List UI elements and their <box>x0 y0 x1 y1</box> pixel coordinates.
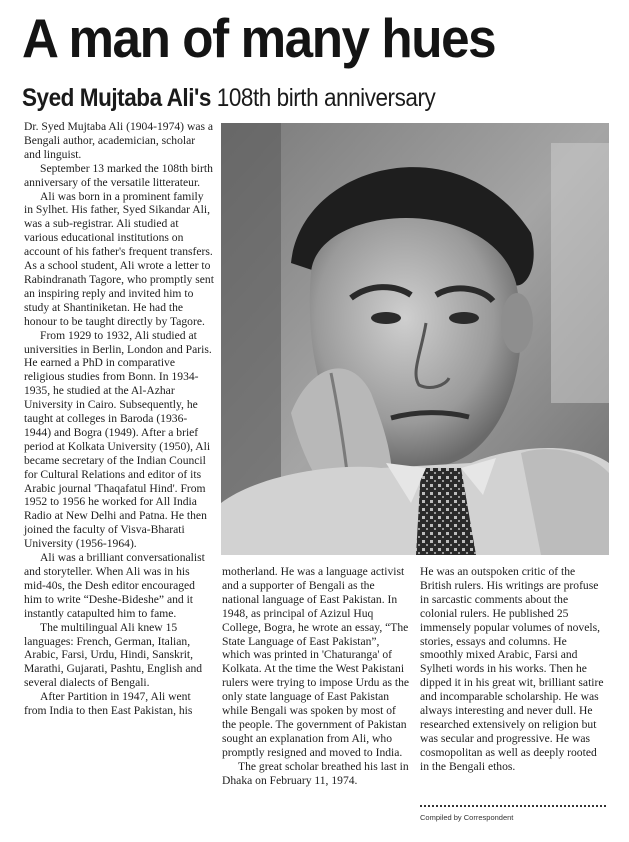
subheadline-rest: 108th birth anniversary <box>210 84 436 112</box>
subheadline <box>22 82 562 114</box>
paragraph: The great scholar breathed his last in Dhaka on February 11, 1974. <box>222 759 409 787</box>
paragraph: September 13 marked the 108th birth anniversary of the versatile litterateur. <box>24 161 213 189</box>
article-column-2 <box>222 565 410 788</box>
paragraph: Dr. Syed Mujtaba Ali (1904-1974) was a Bengali author, academician, scholar and linguist. <box>24 120 214 161</box>
article-column-3 <box>420 565 608 774</box>
paragraph: From 1929 to 1932, Ali studied at universities in Berlin, London and Paris. He earned a PhD in comparative religious studies from Bonn. In 1934-1935, he studied at the Al-Azhar University in Cairo. Subsequently, he taught at colleges in Baroda (1936-1944) and Bogra (1949). After a brief period at Kolkata University (1950), Ali became secretary of the Indian Council for Cultural Relations and editor of its Arabic journal 'Thaqafatul Hind'. From 1952 to 1956 he worked for All India Radio at New Delhi and Patna. He then joined the faculty of Visva-Bharati University (1956-1964). <box>24 328 212 551</box>
paragraph: After Partition in 1947, Ali went from India to then East Pakistan, his <box>24 690 193 718</box>
paragraph: He was an outspoken critic of the British rulers. His writings are profuse in sarcastic comments about the colonial rulers. He published 25 immensely popular volumes of novels, stories, essays and columns. He smoothly mixed Arabic, Farsi and Sylheti words in his works. Then he dipped it in his great wit, brilliant satire and incomparable scholarship. He was always interesting and never dull. He researched extensively on religion but was secular and progressive. He was cosmopolitan as well as deeply rooted in the Bengali ethos. <box>420 565 604 773</box>
portrait-photo <box>221 123 609 555</box>
article-column-1 <box>24 120 214 718</box>
paragraph: motherland. He was a language activist and a supporter of Bengali as the national language of East Pakistan. In 1948, as principal of Azizul Huq College, Bogra, he wrote an essay, “The State Language of East Pakistan”, which was printed in 'Chaturanga' of Kolkata. At the time the West Pakistani rulers were trying to impose Urdu as the only state language of East Pakistan while Bengali was spoken by most of the people. The government of Pakistan sought an explanation from Ali, who promptly resigned and moved to India. <box>222 565 410 759</box>
subheadline-name: Syed Mujtaba Ali's <box>22 84 211 112</box>
credit-line: Compiled by Correspondent <box>420 813 514 822</box>
headline: A man of many hues <box>22 7 496 69</box>
dotted-divider <box>420 805 606 807</box>
paragraph: Ali was born in a prominent family in Sylhet. His father, Syed Sikandar Ali, was a sub-registrar. Ali studied at various educational institutions on account of his father's frequent transfers. As a school student, Ali wrote a letter to Rabindranath Tagore, who promptly sent an inspiring reply and invited him to study at Shantiniketan. He had the honour to be taught directly by Tagore. <box>24 189 214 328</box>
paragraph: The multilingual Ali knew 15 languages: French, German, Italian, Arabic, Farsi, Urdu, Hindi, Sanskrit, Marathi, Gujarati, Pashtu, English and several dialects of Bengali. <box>24 620 203 690</box>
paragraph: Ali was a brilliant conversationalist and storyteller. When Ali was in his mid-40s, the Desh editor encouraged him to write “Deshe-Bideshe” and it instantly catapulted him to fame. <box>24 551 205 620</box>
